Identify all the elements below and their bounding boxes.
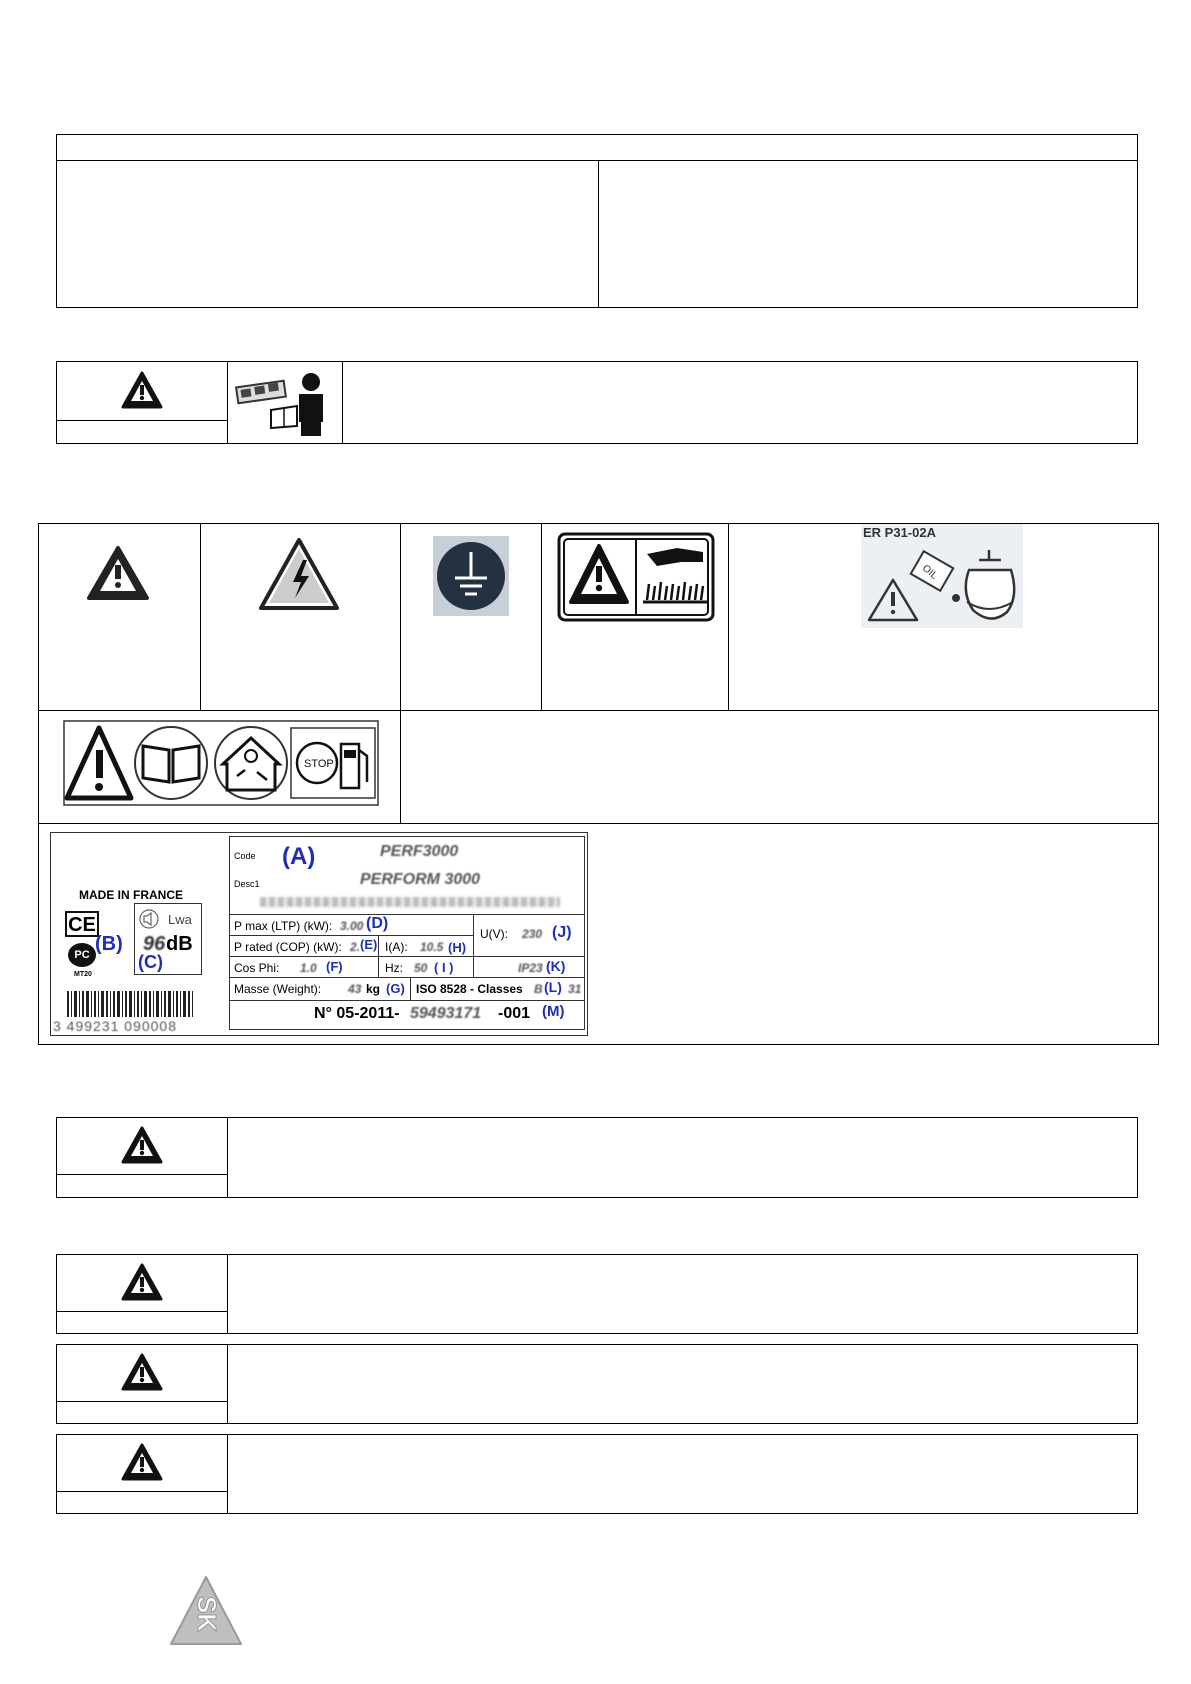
- hot-surface-warning-icon: [557, 532, 715, 622]
- cosphi-label: Cos Phi:: [234, 961, 280, 975]
- warning-triangle-icon: [120, 370, 164, 410]
- oil-label-code: ER P31-02A: [863, 525, 936, 540]
- sound-level-box: [134, 903, 202, 975]
- electric-hazard-icon: [257, 536, 341, 612]
- warning-row-3: [56, 1254, 1138, 1334]
- combined-safety-pictograms-icon: [63, 720, 379, 806]
- labels-table: [38, 523, 1159, 1045]
- hz-value: 50: [414, 961, 428, 975]
- db-value: 96: [143, 933, 166, 955]
- header-table: [56, 134, 1138, 308]
- speaker-icon: [139, 909, 161, 929]
- barcode-number: 3 499231 090008: [53, 1018, 177, 1034]
- mass-unit: kg: [366, 982, 381, 996]
- blurred-address-line: [260, 897, 560, 907]
- marker-j: (J): [552, 924, 572, 941]
- warning-row-1: [56, 361, 1138, 444]
- general-warning-icon: [85, 544, 151, 602]
- marker-c: (C): [138, 952, 163, 972]
- pmax-value: 3.00: [340, 919, 364, 933]
- warning-triangle-icon: [120, 1442, 164, 1482]
- marker-h: (H): [448, 940, 467, 955]
- marker-b: (B): [95, 933, 123, 955]
- desc-value: PERFORM 3000: [360, 871, 481, 888]
- marker-a: (A): [282, 843, 316, 870]
- iso-tail: 31: [568, 982, 582, 996]
- serial-value: 59493171: [410, 1005, 482, 1022]
- mt-code: MT20: [74, 971, 92, 978]
- desc-label: Desc1: [234, 879, 260, 889]
- current-label: I(A):: [385, 940, 408, 954]
- prated-value: 2.: [350, 940, 361, 954]
- warning-triangle-icon: [120, 1125, 164, 1165]
- cosphi-value: 1.0: [300, 961, 317, 975]
- ce-mark-icon: CE: [65, 911, 99, 937]
- current-value: 10.5: [420, 940, 444, 954]
- language-code: SK: [192, 1595, 222, 1633]
- db-unit: dB: [166, 933, 193, 955]
- code-value: PERF3000: [380, 843, 459, 860]
- iso-value: B: [534, 982, 543, 996]
- serial-prefix: N° 05-2011-: [314, 1005, 400, 1022]
- marker-f: (F): [326, 959, 343, 974]
- oil-label: [861, 524, 1023, 628]
- pmax-label: P max (LTP) (kW):: [234, 919, 333, 933]
- oil-check-icon: [861, 540, 1023, 628]
- serial-suffix: -001: [498, 1005, 531, 1022]
- plate-grid: [229, 836, 585, 1030]
- voltage-value: 230: [522, 927, 543, 941]
- marker-m: (M): [542, 1003, 565, 1020]
- code-label: Code: [234, 851, 256, 861]
- rating-plate: [50, 832, 588, 1036]
- warning-triangle-icon: [120, 1262, 164, 1302]
- warning-row-5: [56, 1434, 1138, 1514]
- marker-i: ( I ): [434, 960, 454, 975]
- mass-label: Masse (Weight):: [234, 982, 322, 996]
- warning-row-4: [56, 1344, 1138, 1424]
- warning-triangle-icon: [120, 1352, 164, 1392]
- ip-rating: IP23: [518, 961, 543, 975]
- language-badge-icon: [168, 1574, 244, 1648]
- read-manual-pictogram-icon: [231, 366, 339, 438]
- oil-text: OIL: [919, 562, 940, 582]
- warning-row-2: [56, 1117, 1138, 1198]
- marker-d: (D): [366, 915, 389, 932]
- marker-e: (E): [360, 937, 378, 952]
- marker-k: (K): [546, 958, 566, 974]
- mass-value: 43: [348, 982, 362, 996]
- lwa-label: Lwa: [168, 912, 192, 927]
- hz-label: Hz:: [385, 961, 403, 975]
- voltage-label: U(V):: [480, 927, 508, 941]
- ground-symbol-icon: [433, 536, 509, 616]
- iso-label: ISO 8528 - Classes: [416, 982, 523, 996]
- stop-text: STOP: [304, 758, 334, 770]
- prated-label: P rated (COP) (kW):: [234, 940, 342, 954]
- made-in-label: MADE IN FRANCE: [79, 888, 183, 902]
- marker-l: (L): [544, 979, 562, 995]
- pct-mark-icon: PC: [68, 943, 96, 967]
- marker-g: (G): [386, 981, 405, 996]
